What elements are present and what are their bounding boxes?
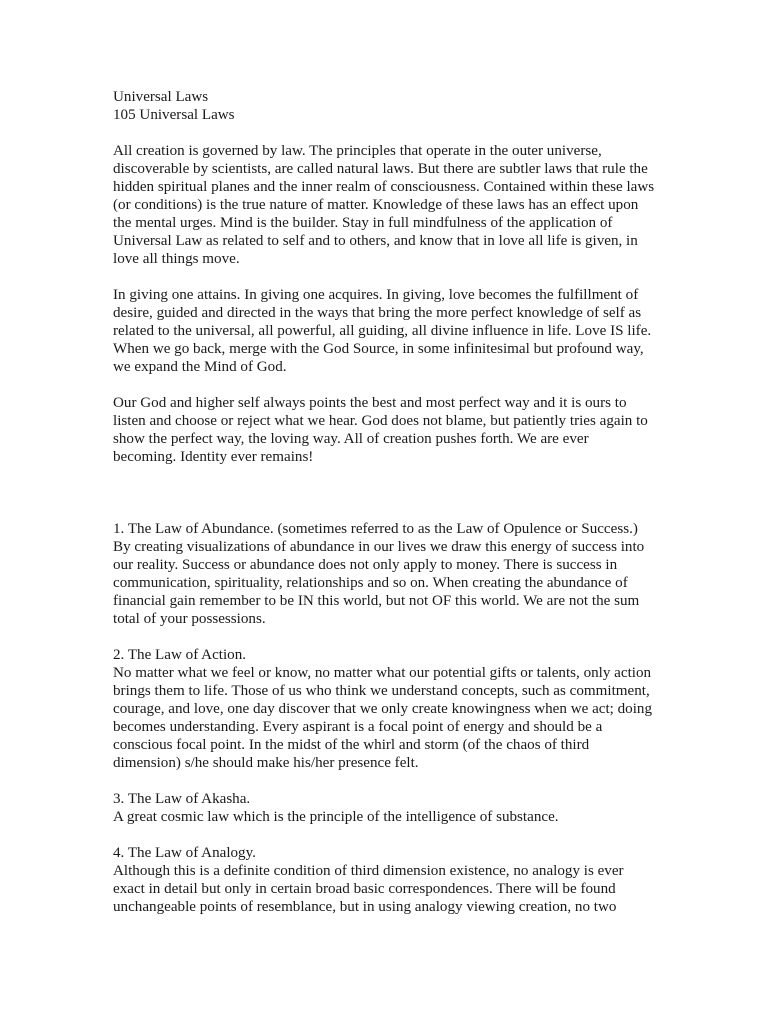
text-line: financial gain remember to be IN this world, but not OF this world. We are not the sum <box>113 593 640 609</box>
law-section-analogy <box>113 844 661 916</box>
spacer <box>113 466 661 520</box>
text-line: love all things move. <box>113 251 240 267</box>
text-line: All creation is governed by law. The principles that operate in the outer universe, <box>113 143 602 159</box>
text-line: Universal Law as related to self and to others, and know that in love all life is given, in <box>113 233 638 249</box>
text-line: total of your possessions. <box>113 611 266 627</box>
text-line: unchangeable points of resemblance, but in using analogy viewing creation, no two <box>113 899 617 915</box>
text-line: In giving one attains. In giving one acquires. In giving, love becomes the fulfillment of <box>113 287 639 303</box>
spacer <box>113 628 661 646</box>
text-line: discoverable by scientists, are called natural laws. But there are subtler laws that rule the <box>113 161 648 177</box>
document-title: Universal Laws <box>113 89 209 105</box>
text-line: courage, and love, one day discover that we only create knowingness when we act; doing <box>113 701 653 717</box>
spacer <box>113 268 661 286</box>
text-line: we expand the Mind of God. <box>113 359 287 375</box>
text-line: listen and choose or reject what we hear. God does not blame, but patiently tries again to <box>113 413 648 429</box>
text-line: desire, guided and directed in the ways that bring the more perfect knowledge of self as <box>113 305 642 321</box>
text-line: No matter what we feel or know, no matter what our potential gifts or talents, only action <box>113 665 652 681</box>
law-title: 2. The Law of Action. <box>113 647 247 663</box>
text-line: related to the universal, all powerful, all guiding, all divine influence in life. Love IS life. <box>113 323 652 339</box>
text-line: becoming. Identity ever remains! <box>113 449 314 465</box>
spacer <box>113 124 661 142</box>
intro-paragraph-3 <box>113 394 661 466</box>
document-text <box>113 88 661 916</box>
law-title: 1. The Law of Abundance. (sometimes referred to as the Law of Opulence or Success.) <box>113 521 638 537</box>
law-section-abundance <box>113 520 661 628</box>
law-section-akasha <box>113 790 661 826</box>
text-line: the mental urges. Mind is the builder. Stay in full mindfulness of the application of <box>113 215 613 231</box>
law-title: 3. The Law of Akasha. <box>113 791 251 807</box>
text-line: brings them to life. Those of us who think we understand concepts, such as commitment, <box>113 683 650 699</box>
law-title: 4. The Law of Analogy. <box>113 845 256 861</box>
spacer <box>113 376 661 394</box>
text-line: becomes understanding. Every aspirant is a focal point of energy and should be a <box>113 719 603 735</box>
text-line: conscious focal point. In the midst of the whirl and storm (of the chaos of third <box>113 737 590 753</box>
text-line: hidden spiritual planes and the inner realm of consciousness. Contained within these laws <box>113 179 655 195</box>
text-line: A great cosmic law which is the principle of the intelligence of substance. <box>113 809 559 825</box>
text-line: show the perfect way, the loving way. All of creation pushes forth. We are ever <box>113 431 589 447</box>
document-subtitle: 105 Universal Laws <box>113 107 235 123</box>
text-line: When we go back, merge with the God Source, in some infinitesimal but profound way, <box>113 341 644 357</box>
text-line: By creating visualizations of abundance in our lives we draw this energy of success into <box>113 539 645 555</box>
text-line: (or conditions) is the true nature of matter. Knowledge of these laws has an effect upon <box>113 197 639 213</box>
text-line: exact in detail but only in certain broad basic correspondences. There will be found <box>113 881 616 897</box>
law-section-action <box>113 646 661 772</box>
text-line: Our God and higher self always points the best and most perfect way and it is ours to <box>113 395 627 411</box>
spacer <box>113 772 661 790</box>
intro-paragraph-1 <box>113 142 661 268</box>
text-line: communication, spirituality, relationships and so on. When creating the abundance of <box>113 575 628 591</box>
text-line: dimension) s/he should make his/her presence felt. <box>113 755 419 771</box>
spacer <box>113 826 661 844</box>
intro-paragraph-2 <box>113 286 661 376</box>
text-line: Although this is a definite condition of third dimension existence, no analogy is ever <box>113 863 624 879</box>
text-line: our reality. Success or abundance does not only apply to money. There is success in <box>113 557 618 573</box>
